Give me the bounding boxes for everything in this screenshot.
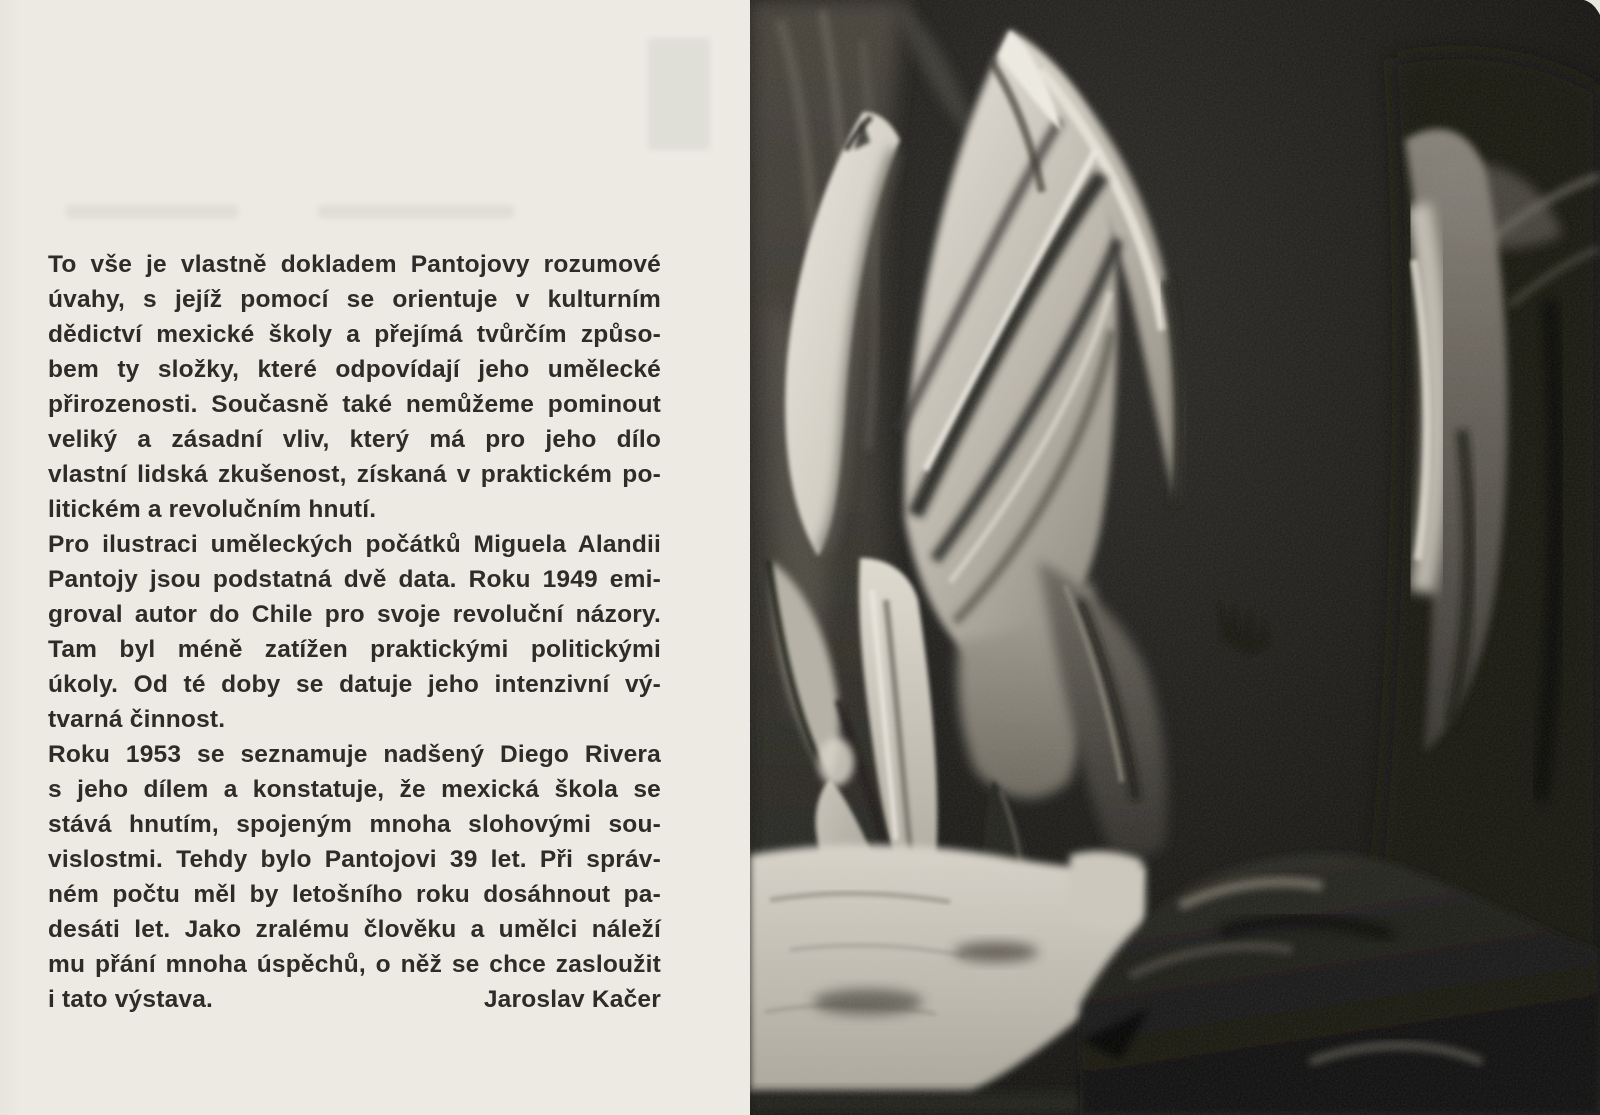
text-line: přirozenosti. Současně také nemůžeme pominout <box>48 391 661 418</box>
text-line: tvarná činnost. <box>48 706 226 733</box>
text-line: ném počtu měl by letošního roku dosáhnout pa- <box>48 881 661 908</box>
text-line: mu přání mnoha úspěchů, o něž se chce zasloužit <box>48 951 661 978</box>
show-through-smudge <box>648 38 710 150</box>
closing-text: i tato výstava. <box>48 986 214 1013</box>
text-line: dědictví mexické školy a přejímá tvůrčím způso- <box>48 321 661 348</box>
text-line: Tam byl méně zatížen praktickými politickými <box>48 636 661 663</box>
text-line: desáti let. Jako zralému člověku a umělci náleží <box>48 916 661 943</box>
text-line: Pro ilustraci uměleckých počátků Miguela Alandii <box>48 531 661 558</box>
text-line: bem ty složky, které odpovídají jeho umělecké <box>48 356 661 383</box>
show-through-smudge <box>66 205 238 218</box>
text-line: To vše je vlastně dokladem Pantojovy rozumové <box>48 251 661 278</box>
photo-grain-overlay <box>750 0 1600 1115</box>
text-line: s jeho dílem a konstatuje, že mexická škola se <box>48 776 661 803</box>
article-text <box>48 247 661 1017</box>
text-line: úkoly. Od té doby se datuje jeho intenzivní vý- <box>48 671 661 698</box>
closing-row <box>48 982 661 1017</box>
author-signature: Jaroslav Kačer <box>483 986 661 1013</box>
text-line: stává hnutím, spojeným mnoha slohovými sou- <box>48 811 661 838</box>
text-line: Roku 1953 se seznamuje nadšený Diego Rivera <box>48 741 661 768</box>
artwork-reproduction <box>750 0 1600 1115</box>
text-line: Pantojy jsou podstatná dvě data. Roku 1949 emi- <box>48 566 661 593</box>
text-line: vislostmi. Tehdy bylo Pantojovi 39 let. Při správ- <box>48 846 661 873</box>
article-lines <box>48 247 661 982</box>
text-line: úvahy, s jejíž pomocí se orientuje v kulturním <box>48 286 661 313</box>
text-line: vlastní lidská zkušenost, získaná v praktickém po- <box>48 461 661 488</box>
show-through-smudge <box>318 205 514 218</box>
painting-draped-figure <box>750 0 1600 1115</box>
text-line: litickém a revolučním hnutí. <box>48 496 377 523</box>
text-line: veliký a zásadní vliv, který má pro jeho dílo <box>48 426 661 453</box>
text-line: groval autor do Chile pro svoje revoluční názory. <box>48 601 661 628</box>
